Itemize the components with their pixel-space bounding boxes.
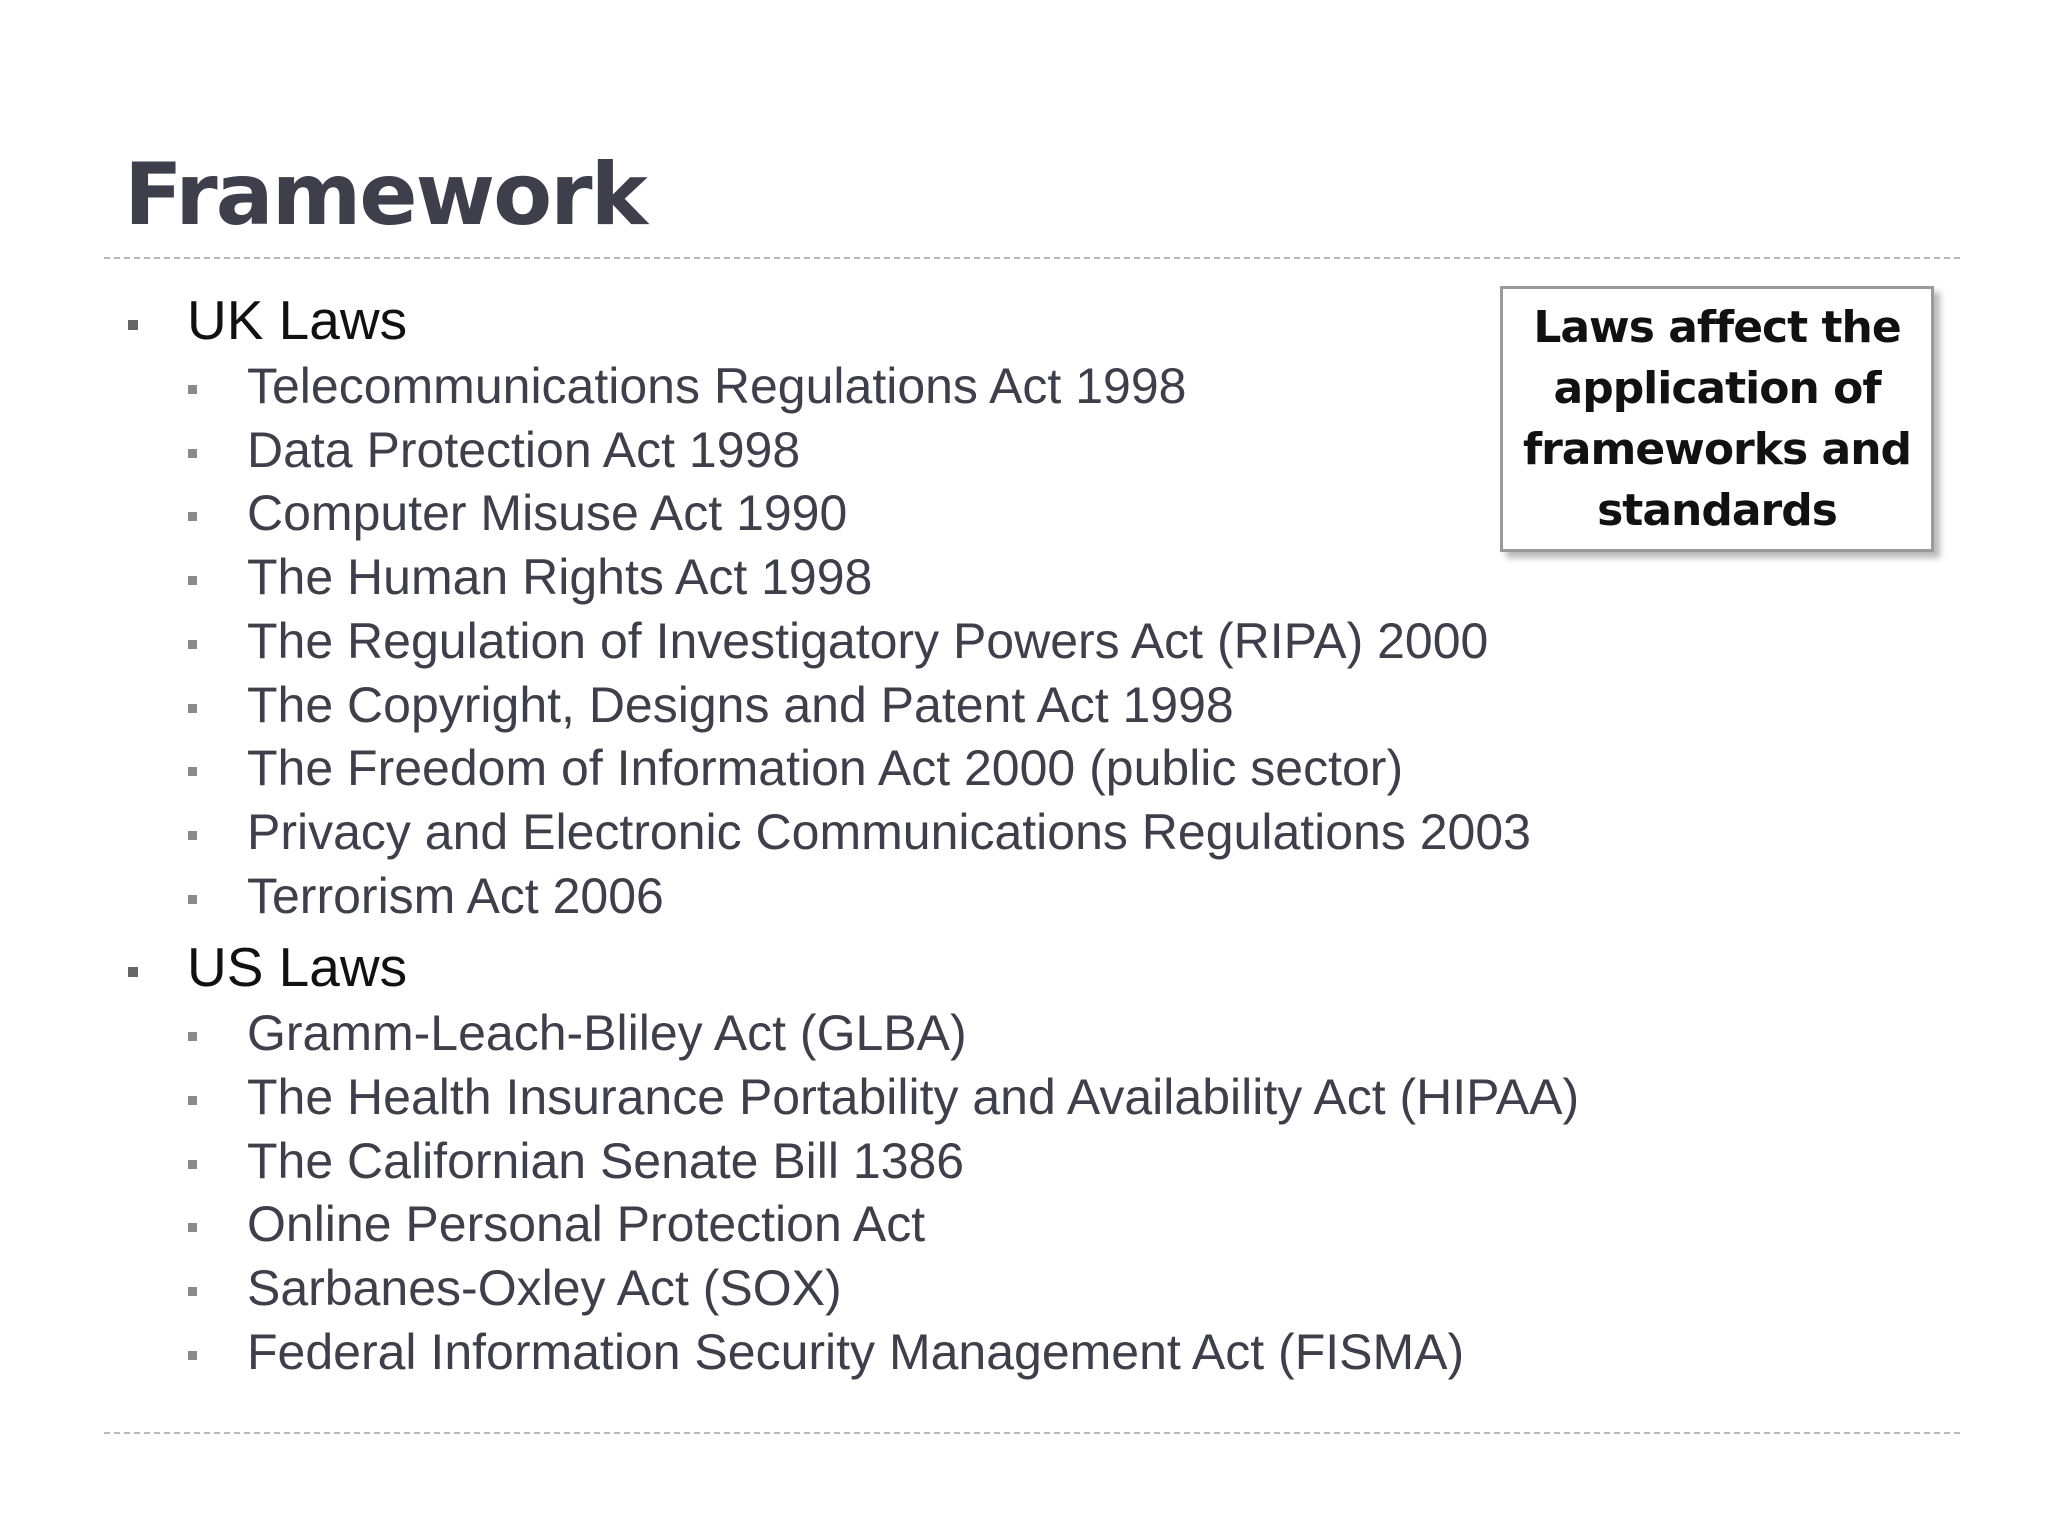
uk-laws-list [122, 355, 1682, 928]
list-item: The Health Insurance Portability and Availability Act (HIPAA) [122, 1066, 1682, 1130]
list-item: Gramm-Leach-Bliley Act (GLBA) [122, 1002, 1682, 1066]
section-heading: US Laws [122, 932, 1682, 1002]
list-item: The Copyright, Designs and Patent Act 1998 [122, 674, 1682, 738]
callout-box [1500, 286, 1934, 552]
list-item: Federal Information Security Management Act (FISMA) [122, 1321, 1682, 1385]
list-item: Privacy and Electronic Communications Regulations 2003 [122, 801, 1682, 865]
callout-text: Laws affect the application of frameworks and standards [1522, 302, 1912, 536]
list-item: The Regulation of Investigatory Powers Act (RIPA) 2000 [122, 610, 1682, 674]
laws-list [122, 285, 1682, 1385]
list-item: Online Personal Protection Act [122, 1193, 1682, 1257]
list-item: Computer Misuse Act 1990 [122, 482, 1682, 546]
list-item: The Human Rights Act 1998 [122, 546, 1682, 610]
us-laws-list [122, 1002, 1682, 1384]
list-item: The Californian Senate Bill 1386 [122, 1130, 1682, 1194]
bottom-divider [104, 1432, 1960, 1434]
list-item: The Freedom of Information Act 2000 (public sector) [122, 737, 1682, 801]
section-heading: UK Laws [122, 285, 1682, 355]
uk-laws-section [122, 285, 1682, 928]
top-divider [104, 257, 1960, 259]
us-laws-section [122, 932, 1682, 1384]
list-item: Terrorism Act 2006 [122, 865, 1682, 929]
list-item: Telecommunications Regulations Act 1998 [122, 355, 1682, 419]
list-item: Sarbanes-Oxley Act (SOX) [122, 1257, 1682, 1321]
slide-title: Framework [124, 145, 646, 245]
list-item: Data Protection Act 1998 [122, 419, 1682, 483]
